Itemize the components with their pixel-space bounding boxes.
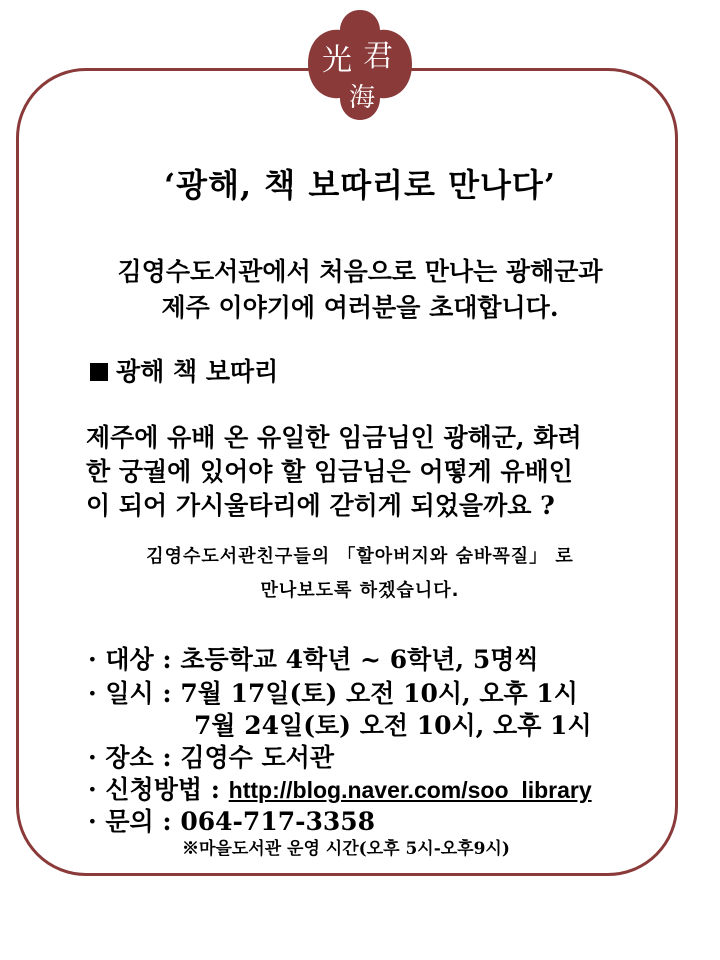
detail-apply-label: · 신청방법 : bbox=[88, 775, 220, 804]
detail-target bbox=[88, 640, 539, 676]
poster-title: ‘광해, 책 보따리로 만나다’ bbox=[164, 166, 556, 204]
body-line-2: 한 궁궐에 있어야 할 임금님은 어떻게 유배인 bbox=[86, 457, 573, 486]
detail-apply bbox=[88, 770, 592, 806]
intro-line-1: 김영수도서관에서 처음으로 만나는 광해군과 bbox=[117, 257, 603, 286]
detail-date-label: · 일시 : bbox=[88, 679, 172, 708]
body-line-1: 제주에 유배 온 유일한 임금님인 광해군, 화려 bbox=[86, 423, 582, 452]
detail-contact-label: · 문의 : bbox=[88, 807, 172, 836]
handwritten-line-2: 만나보도록 하겠습니다. bbox=[260, 580, 460, 601]
detail-contact-value: 064-717-3358 bbox=[180, 807, 376, 836]
square-bullet-icon bbox=[90, 363, 108, 381]
detail-target-label: · 대상 : bbox=[88, 645, 172, 674]
body-line-3: 이 되어 가시울타리에 갇히게 되었을까요 ? bbox=[86, 491, 555, 520]
handwritten-line-1: 김영수도서관친구들의 「할아버지와 숨바꼭질」 로 bbox=[146, 546, 574, 567]
detail-place-value: 김영수 도서관 bbox=[180, 743, 334, 772]
section-heading-text: 광해 책 보따리 bbox=[116, 357, 279, 386]
hours-note: ※마을도서관 운영 시간(오후 5시-오후9시) bbox=[182, 839, 510, 859]
detail-place-label: · 장소 : bbox=[88, 743, 172, 772]
detail-place bbox=[88, 738, 334, 774]
gwanghae-seal-logo bbox=[304, 6, 416, 124]
svg-text:君: 君 bbox=[363, 39, 393, 74]
svg-text:海: 海 bbox=[348, 83, 376, 113]
detail-date-value-1: 7월 17일(토) 오전 10시, 오후 1시 bbox=[180, 679, 578, 708]
detail-target-value: 초등학교 4학년 ~ 6학년, 5명씩 bbox=[180, 645, 539, 674]
svg-text:光: 光 bbox=[322, 43, 352, 78]
detail-date-value-2: 7월 24일(토) 오전 10시, 오후 1시 bbox=[194, 711, 592, 740]
blog-link[interactable]: http://blog.naver.com/soo_library bbox=[228, 777, 592, 803]
section-heading bbox=[90, 352, 278, 388]
detail-contact bbox=[88, 802, 375, 838]
detail-date bbox=[88, 674, 578, 710]
intro-line-2: 제주 이야기에 여러분을 초대합니다. bbox=[161, 293, 559, 322]
